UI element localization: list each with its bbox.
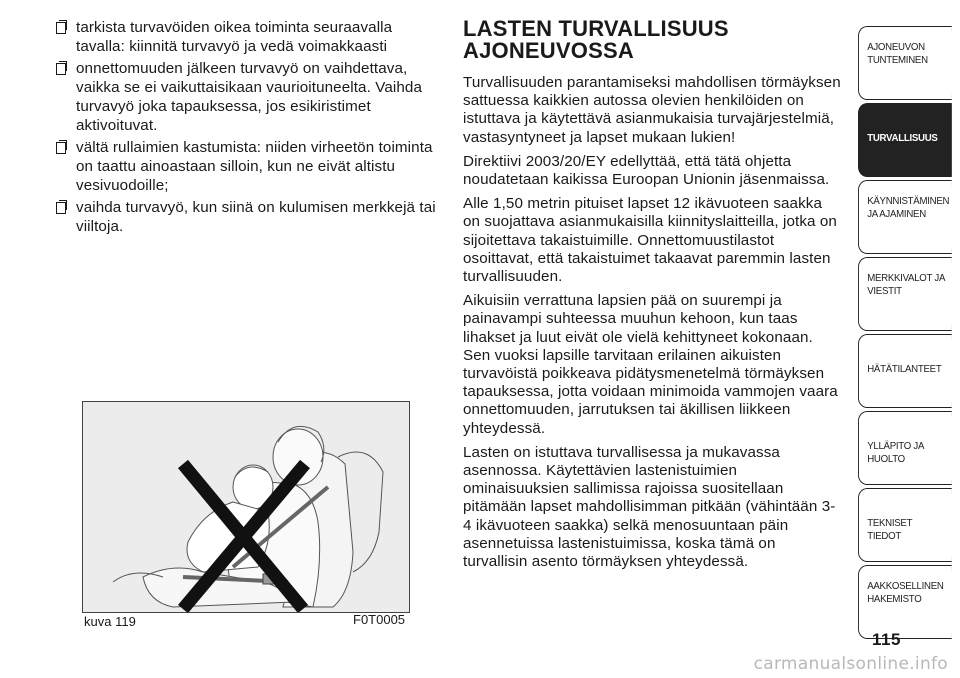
section-title xyxy=(463,18,841,62)
tab-label-line1: YLLÄPITO JA HUOLTO xyxy=(867,440,924,465)
watermark: carmanualsonline.info xyxy=(753,654,948,674)
paragraph: Alle 1,50 metrin pituiset lapset 12 ikävuoteen saakka on suojattava asianmukaisilla kiinnityslaitteilla, jotka on sijoitettava takaistuimille. Onnettomuustilastot osoittavat, että takaistuimet takaavat paremmin lasten turvallisuuden. xyxy=(463,195,837,286)
tab-label-line1: TURVALLISUUS xyxy=(867,132,938,144)
tab-yllapito[interactable] xyxy=(858,411,952,485)
tab-hakemisto[interactable] xyxy=(858,565,952,639)
checkbox-bullet-icon xyxy=(56,22,66,34)
checkbox-bullet-icon xyxy=(56,202,66,214)
paragraph: Aikuisiin verrattuna lapsien pää on suurempi ja painavampi suhteessa muuhun kehoon, kun taas lihakset ja luut eivät ole vielä kehittyneet kokonaan. Sen vuoksi lapsille tarvitaan erilainen aikuisten turvavöistä poikkeava pidätysmenetelmä törmäyksen tapauksessa, jotta voidaan minimoida vammojen vaara onnettomuuden, jarrutuksen tai äkillisen liikkeen yhteydessä. xyxy=(463,292,838,437)
bullet-text: vaihda turvavyö, kun siinä on kulumisen merkkejä tai viiltoja. xyxy=(76,199,436,235)
tab-label-line1: MERKKIVALOT JA xyxy=(867,272,946,284)
tab-label-line1: HÄTÄTILANTEET xyxy=(867,363,942,375)
list-item xyxy=(48,198,440,236)
tab-hatatilanteet[interactable] xyxy=(858,334,952,408)
tab-label-line2: TUNTEMINEN xyxy=(867,54,928,66)
tab-kaynnistaminen[interactable] xyxy=(858,180,952,254)
figure-code: F0T0005 xyxy=(353,612,406,627)
tab-label-line1: AJONEUVON xyxy=(867,41,925,53)
page-number: 115 xyxy=(872,630,901,649)
illustration-child-on-lap xyxy=(82,401,410,613)
tab-label-line2: HAKEMISTO xyxy=(867,593,922,605)
bullet-column xyxy=(48,18,440,239)
tab-turvallisuus[interactable] xyxy=(858,103,952,177)
main-section xyxy=(463,18,841,577)
bullet-text: tarkista turvavöiden oikea toiminta seuraavalla tavalla: kiinnitä turvavyö ja vedä voimakkaasti xyxy=(76,19,393,55)
paragraph: Lasten on istuttava turvallisessa ja mukavassa asennossa. Käytettävien lastenistuimien ominaisuuksien sallimissa rajoissa suositellaan pitämään lapset mahdollisimman pitkään (vähintään 3-4 ikävuoteen saakka) selkä menosuuntaan päin asennetuissa lastenistuimissa, koska tämä on turvallisin asento törmäyksen yhteydessä. xyxy=(463,443,836,571)
paragraph: Direktiivi 2003/20/EY edellyttää, että tätä ohjetta noudatetaan kaikissa Euroopan Unionin jäsenmaissa. xyxy=(463,152,830,189)
section-title-line2: AJONEUVOSSA xyxy=(463,38,634,63)
tab-label-line1: TEKNISET TIEDOT xyxy=(867,517,913,542)
tab-label-line2: VIESTIT xyxy=(867,285,902,297)
list-item xyxy=(48,18,440,56)
tab-tekniset-tiedot[interactable] xyxy=(858,488,952,562)
tab-label-line1: AAKKOSELLINEN xyxy=(867,580,944,592)
chapter-tabs xyxy=(858,26,960,642)
section-title-line1: LASTEN TURVALLISUUS xyxy=(463,16,729,41)
checkbox-bullet-icon xyxy=(56,142,66,154)
tab-label-line1: KÄYNNISTÄMINEN xyxy=(867,195,950,207)
illustration-drawing xyxy=(83,402,409,612)
tab-ajoneuvon-tunteminen[interactable] xyxy=(858,26,952,100)
list-item xyxy=(48,59,440,135)
tab-merkkivalot[interactable] xyxy=(858,257,952,331)
list-item xyxy=(48,138,440,195)
bullet-text: vältä rullaimien kastumista: niiden virheetön toiminta on taattu ainoastaan silloin, kun ne eivät altistu vesivuodoille; xyxy=(76,139,433,194)
checkbox-bullet-icon xyxy=(56,63,66,75)
paragraph: Turvallisuuden parantamiseksi mahdollisen törmäyksen sattuessa kaikkien autossa olevien henkilöiden on istuttava ja käytettävä asianmukaisia turvajärjestelmiä, vastasyntyneet ja lapset mukaan lukien! xyxy=(463,74,841,146)
tab-label-line2: JA AJAMINEN xyxy=(867,208,926,220)
bullet-text: onnettomuuden jälkeen turvavyö on vaihdettava, vaikka se ei vaikuttaisikaan vaurioituneelta. Vaihda turvavyö joka tapauksessa, jos esikiristimet aktivoituvat. xyxy=(76,60,422,134)
bullet-list xyxy=(48,18,440,236)
figure-caption: kuva 119 xyxy=(84,614,136,629)
